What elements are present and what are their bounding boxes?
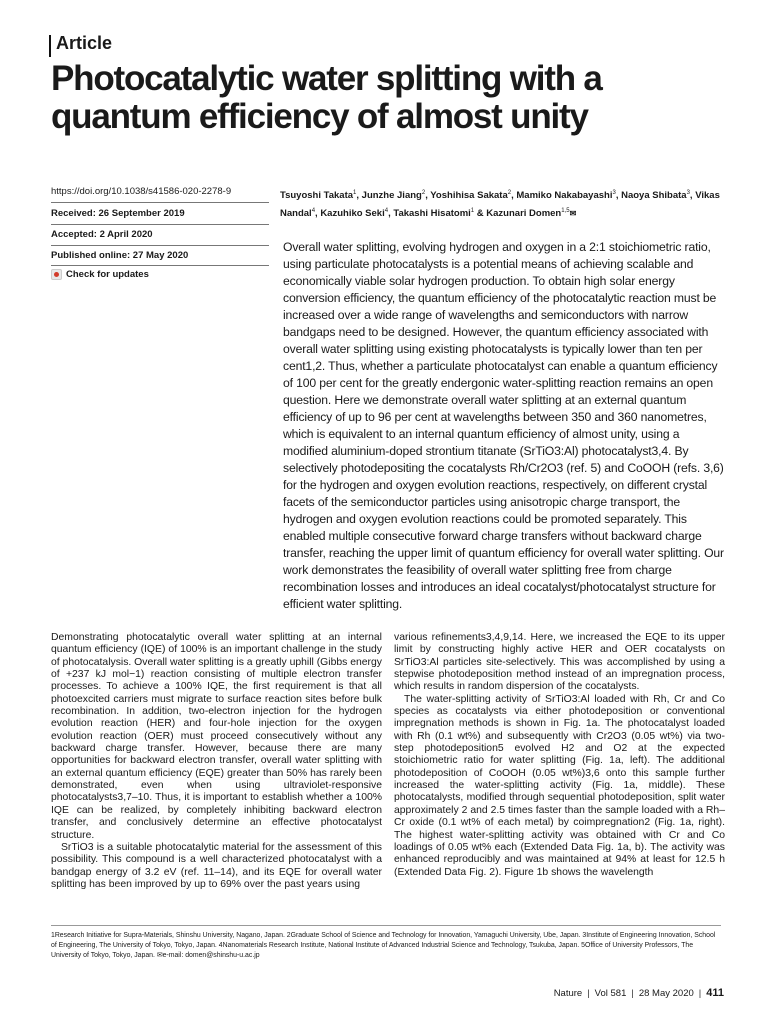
footer-separator: | [698, 987, 702, 999]
abstract-text: Overall water splitting, evolving hydrogen and oxygen in a 2:1 stoichiometric ratio, using particulate photocatalysts is a potential means of achieving scalable and economically viable solar hydrogen production. To obtain high solar energy conversion efficiency, the quantum efficiency of the photocatalytic reaction must be increased over a wide range of wavelengths and semiconductors with narrow bandgaps need to be designed. However, the quantum efficiency associated with overall water splitting using existing photocatalysts is typically lower than ten per cent1,2. Thus, whether a particulate photocatalyst can enable a quantum efficiency of 100 per cent for the greatly endergonic water-splitting reaction remains an open question. Here we demonstrate overall water splitting at an external quantum efficiency of up to 96 per cent at wavelengths between 350 and 360 nanometres, which is equivalent to an internal quantum efficiency of almost unity, using a modified aluminium-doped strontium titanate (SrTiO3:Al) photocatalyst3,4. By selectively photodepositing the cocatalysts Rh/Cr2O3 (ref. 5) and CoOOH (refs. 3,6) for the hydrogen and oxygen evolution reactions, respectively, on different crystal facets of the semiconductor particles using anisotropic charge transport, the hydrogen and oxygen evolution reactions could be promoted separately. This enabled multiple consecutive forward charge transfers without backward charge transfer, reaching the upper limit of quantum efficiency for overall water splitting. Our work demonstrates the feasibility of overall water splitting free from charge recombination losses and introduces an ideal cocatalyst/photocatalyst structure for efficient water splitting. [283, 240, 724, 611]
body-column-left [51, 632, 382, 891]
meta-divider [51, 265, 269, 266]
body-column-right [394, 632, 725, 879]
author-affiliation: 3 [686, 190, 690, 196]
author-name[interactable]: Vikas Nandal [280, 190, 720, 219]
abstract [283, 239, 725, 613]
footnote-divider [51, 925, 721, 926]
body-paragraph: SrTiO3 is a suitable photocatalytic material for the assessment of this possibility. This compound is a well characterized photocatalyst with a bandgap energy of 3.2 eV (ref. 11–14), and its EQE for overall water splitting has been improved by up to 69% over the past years using [51, 841, 382, 890]
author-name[interactable]: Junzhe Jiang [361, 190, 422, 202]
page-number: 411 [706, 987, 724, 999]
journal-volume: Vol 581 [594, 987, 627, 999]
footer-separator: | [587, 987, 590, 999]
meta-divider [51, 224, 269, 225]
author-name[interactable]: Kazunari Domen [486, 207, 562, 219]
author-name[interactable]: Yoshihisa Sakata [430, 190, 508, 202]
author-name[interactable]: Takashi Hisatomi [393, 207, 471, 219]
footer-separator: | [631, 987, 634, 999]
article-type-label: Article [56, 33, 113, 53]
author-affiliation: 2 [421, 190, 426, 196]
check-updates-label: Check for updates [66, 269, 149, 280]
affiliations-footnote: 1Research Initiative for Supra-Materials, Shinshu University, Nagano, Japan. 2Graduate School of Science and Technology for Innovation, Yamaguchi University, Ube, Japan. 3Institute of Engineering Innovation, School of Engineering, The University of Tokyo, Tokyo, Japan. 4Nanomaterials Research Institute, National Institute of Advanced Industrial Science and Technology, Tsukuba, Japan. 5Office of University Professors, The University of Tokyo, Tokyo, Japan. ✉e-mail: domen@shinshu-u.ac.jp [51, 932, 716, 959]
body-paragraph: The water-splitting activity of SrTiO3:Al loaded with Rh, Cr and Co species as cocatalysts via either photodeposition or conventional impregnation methods is shown in Fig. 1a. The photocatalyst loaded with Rh (0.1 wt%) and subsequently with Cr2O3 (0.05 wt%) via two-step photodeposition5 evolved H2 and O2 at the expected stoichiometric ratio for water splitting (Fig. 1a, left). The additional photodeposition of CoOOH (0.05 wt%)3,6 onto this sample further increased the water-splitting activity (Fig. 1a, middle). These photocatalysts, modified through sequential photodeposition, split water approximately 2 and 2.5 times faster than the sample loaded with a Rh–Cr oxide (0.1 wt% of each metal) by coimpregnation2 (Fig. 1a, right). The highest water-splitting activity was obtained with Cr and Co loadings of 0.05 wt% each (Extended Data Fig. 1a, b). The activity was enhanced reproducibly and was maintained at 94% at least for 12.5 h (Extended Data Fig. 2). Figure 1b shows the wavelength [394, 693, 725, 878]
author-affiliation: 1,5 [561, 207, 570, 214]
article-label-rule [49, 35, 51, 57]
author-name[interactable]: Mamiko Nakabayashi [516, 190, 613, 202]
body-paragraph: various refinements3,4,9,14. Here, we increased the EQE to its upper limit by constructing highly active HER and OER cocatalysts on SrTiO3:Al particles site-selectively. This was accomplished by using a stepwise photodeposition method instead of an impregnation process, which results in random dispersion of the cocatalysts. [394, 632, 725, 693]
check-for-updates-button[interactable] [51, 269, 149, 280]
meta-divider [51, 245, 269, 246]
published-date: Published online: 27 May 2020 [51, 250, 189, 261]
check-updates-icon [51, 269, 62, 280]
body-paragraph: Demonstrating photocatalytic overall water splitting at an internal quantum efficiency (IQE) of 100% is an important challenge in the study of photocatalysis. Overall water splitting is a greatly uphill (Gibbs energy of +237 kJ mol−1) reaction consisting of multiple electron transfer processes. To achieve a 100% IQE, the first requirement is that all photoexcited carriers must migrate to surface reaction sites before bulk recombination. In addition, two-electron injection for the hydrogen evolution reaction (HER) and four-hole injection for the oxygen evolution reaction (OER) must proceed consecutively without any backward charge transfer. However, because there are many opportunities for backward electron transfer, overall water splitting with an external quantum efficiency (EQE) greater than 50% has rarely been demonstrated, even when using ultraviolet-responsive photocatalysts3,7–10. Thus, it is important to establish whether a 100% IQE can be realized, by completely inhibiting backward electron transfer, and conclusively determine an effective photocatalyst structure. [51, 632, 382, 841]
issue-date: 28 May 2020 [638, 987, 694, 999]
author-affiliation: 4 [384, 207, 389, 214]
author-affiliation: 3 [612, 190, 616, 196]
journal-name: Nature [553, 987, 583, 999]
article-title: Photocatalytic water splitting with a quantum efficiency of almost unity [51, 59, 602, 136]
email-icon[interactable]: ✉ [569, 208, 577, 218]
meta-divider [51, 202, 269, 203]
author-name[interactable]: Tsuyoshi Takata [280, 190, 354, 202]
author-name[interactable]: Kazuhiko Seki [320, 207, 385, 219]
author-affiliation: 1 [353, 190, 357, 196]
received-date: Received: 26 September 2019 [51, 208, 185, 219]
author-list: Tsuyoshi Takata$^1$, Junzhe Jiang$^2$, Yoshihisa Sakata$^2$, Mamiko Nakabayashi$^3$, Naoya Shibata$^3$, Vikas Nandal$^4$, Kazuhiko Seki$^4$, Takashi Hisatomi$^1$ & Kazunari Domen$^{1,5}$✉ [280, 190, 720, 219]
author-affiliation: 4 [311, 207, 316, 214]
author-affiliation: 1 [470, 207, 475, 214]
author-name[interactable]: Naoya Shibata [621, 190, 687, 202]
doi-link[interactable]: https://doi.org/10.1038/s41586-020-2278-9 [51, 186, 232, 197]
page-footer [554, 987, 724, 999]
author-affiliation: 2 [507, 190, 512, 196]
accepted-date: Accepted: 2 April 2020 [51, 229, 153, 240]
